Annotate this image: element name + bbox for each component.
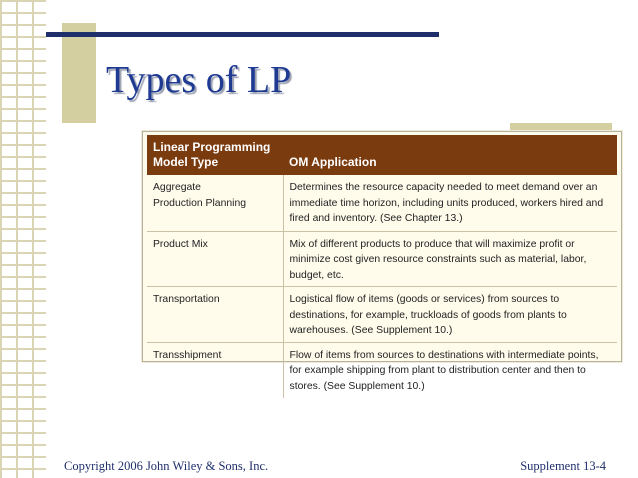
slide-title: Types of LP: [106, 59, 292, 101]
row-model-type: Transportation: [147, 287, 283, 343]
header-om-application: OM Application: [283, 135, 617, 175]
table-accent-tab: [510, 123, 612, 131]
footer-page-number: Supplement 13-4: [520, 459, 606, 473]
table-row: [147, 342, 617, 398]
row-model-type: Product Mix: [147, 231, 283, 287]
row-om-application: Flow of items from sources to destinations with intermediate points, for example shipping from plant to distribution center and then to stores. (See Supplement 10.): [289, 349, 599, 392]
row-model-type: Transshipment: [147, 342, 283, 398]
table-row: [147, 231, 617, 287]
table-row: [147, 287, 617, 343]
decorative-grid-strip: [0, 0, 46, 478]
footer-copyright: Copyright 2006 John Wiley & Sons, Inc.: [64, 459, 269, 473]
title-accent-rule: [46, 32, 439, 37]
lp-types-table-panel: [142, 131, 622, 392]
row-model-type: Aggregate Production Planning: [147, 175, 283, 231]
lp-types-table: [147, 135, 617, 398]
header-model-type-line1: Linear Programming: [153, 140, 271, 154]
row-om-application: Mix of different products to produce that will maximize profit or minimize cost given resource constraints such as material, labor, budget, etc.: [283, 231, 617, 287]
title-accent-block: [62, 23, 96, 123]
table-row: [147, 175, 617, 231]
table-header-row: [147, 135, 617, 175]
row-om-application: Determines the resource capacity needed to meet demand over an immediate time horizon, including units produced, workers hired and fired and inventory. (See Chapter 13.): [283, 175, 617, 231]
row-om-application: Logistical flow of items (goods or services) from sources to destinations, for example, truckloads of goods from plants to warehouses. (See Supplement 10.): [283, 287, 617, 343]
header-model-type: [147, 135, 283, 175]
header-model-type-line2: Model Type: [153, 155, 219, 169]
